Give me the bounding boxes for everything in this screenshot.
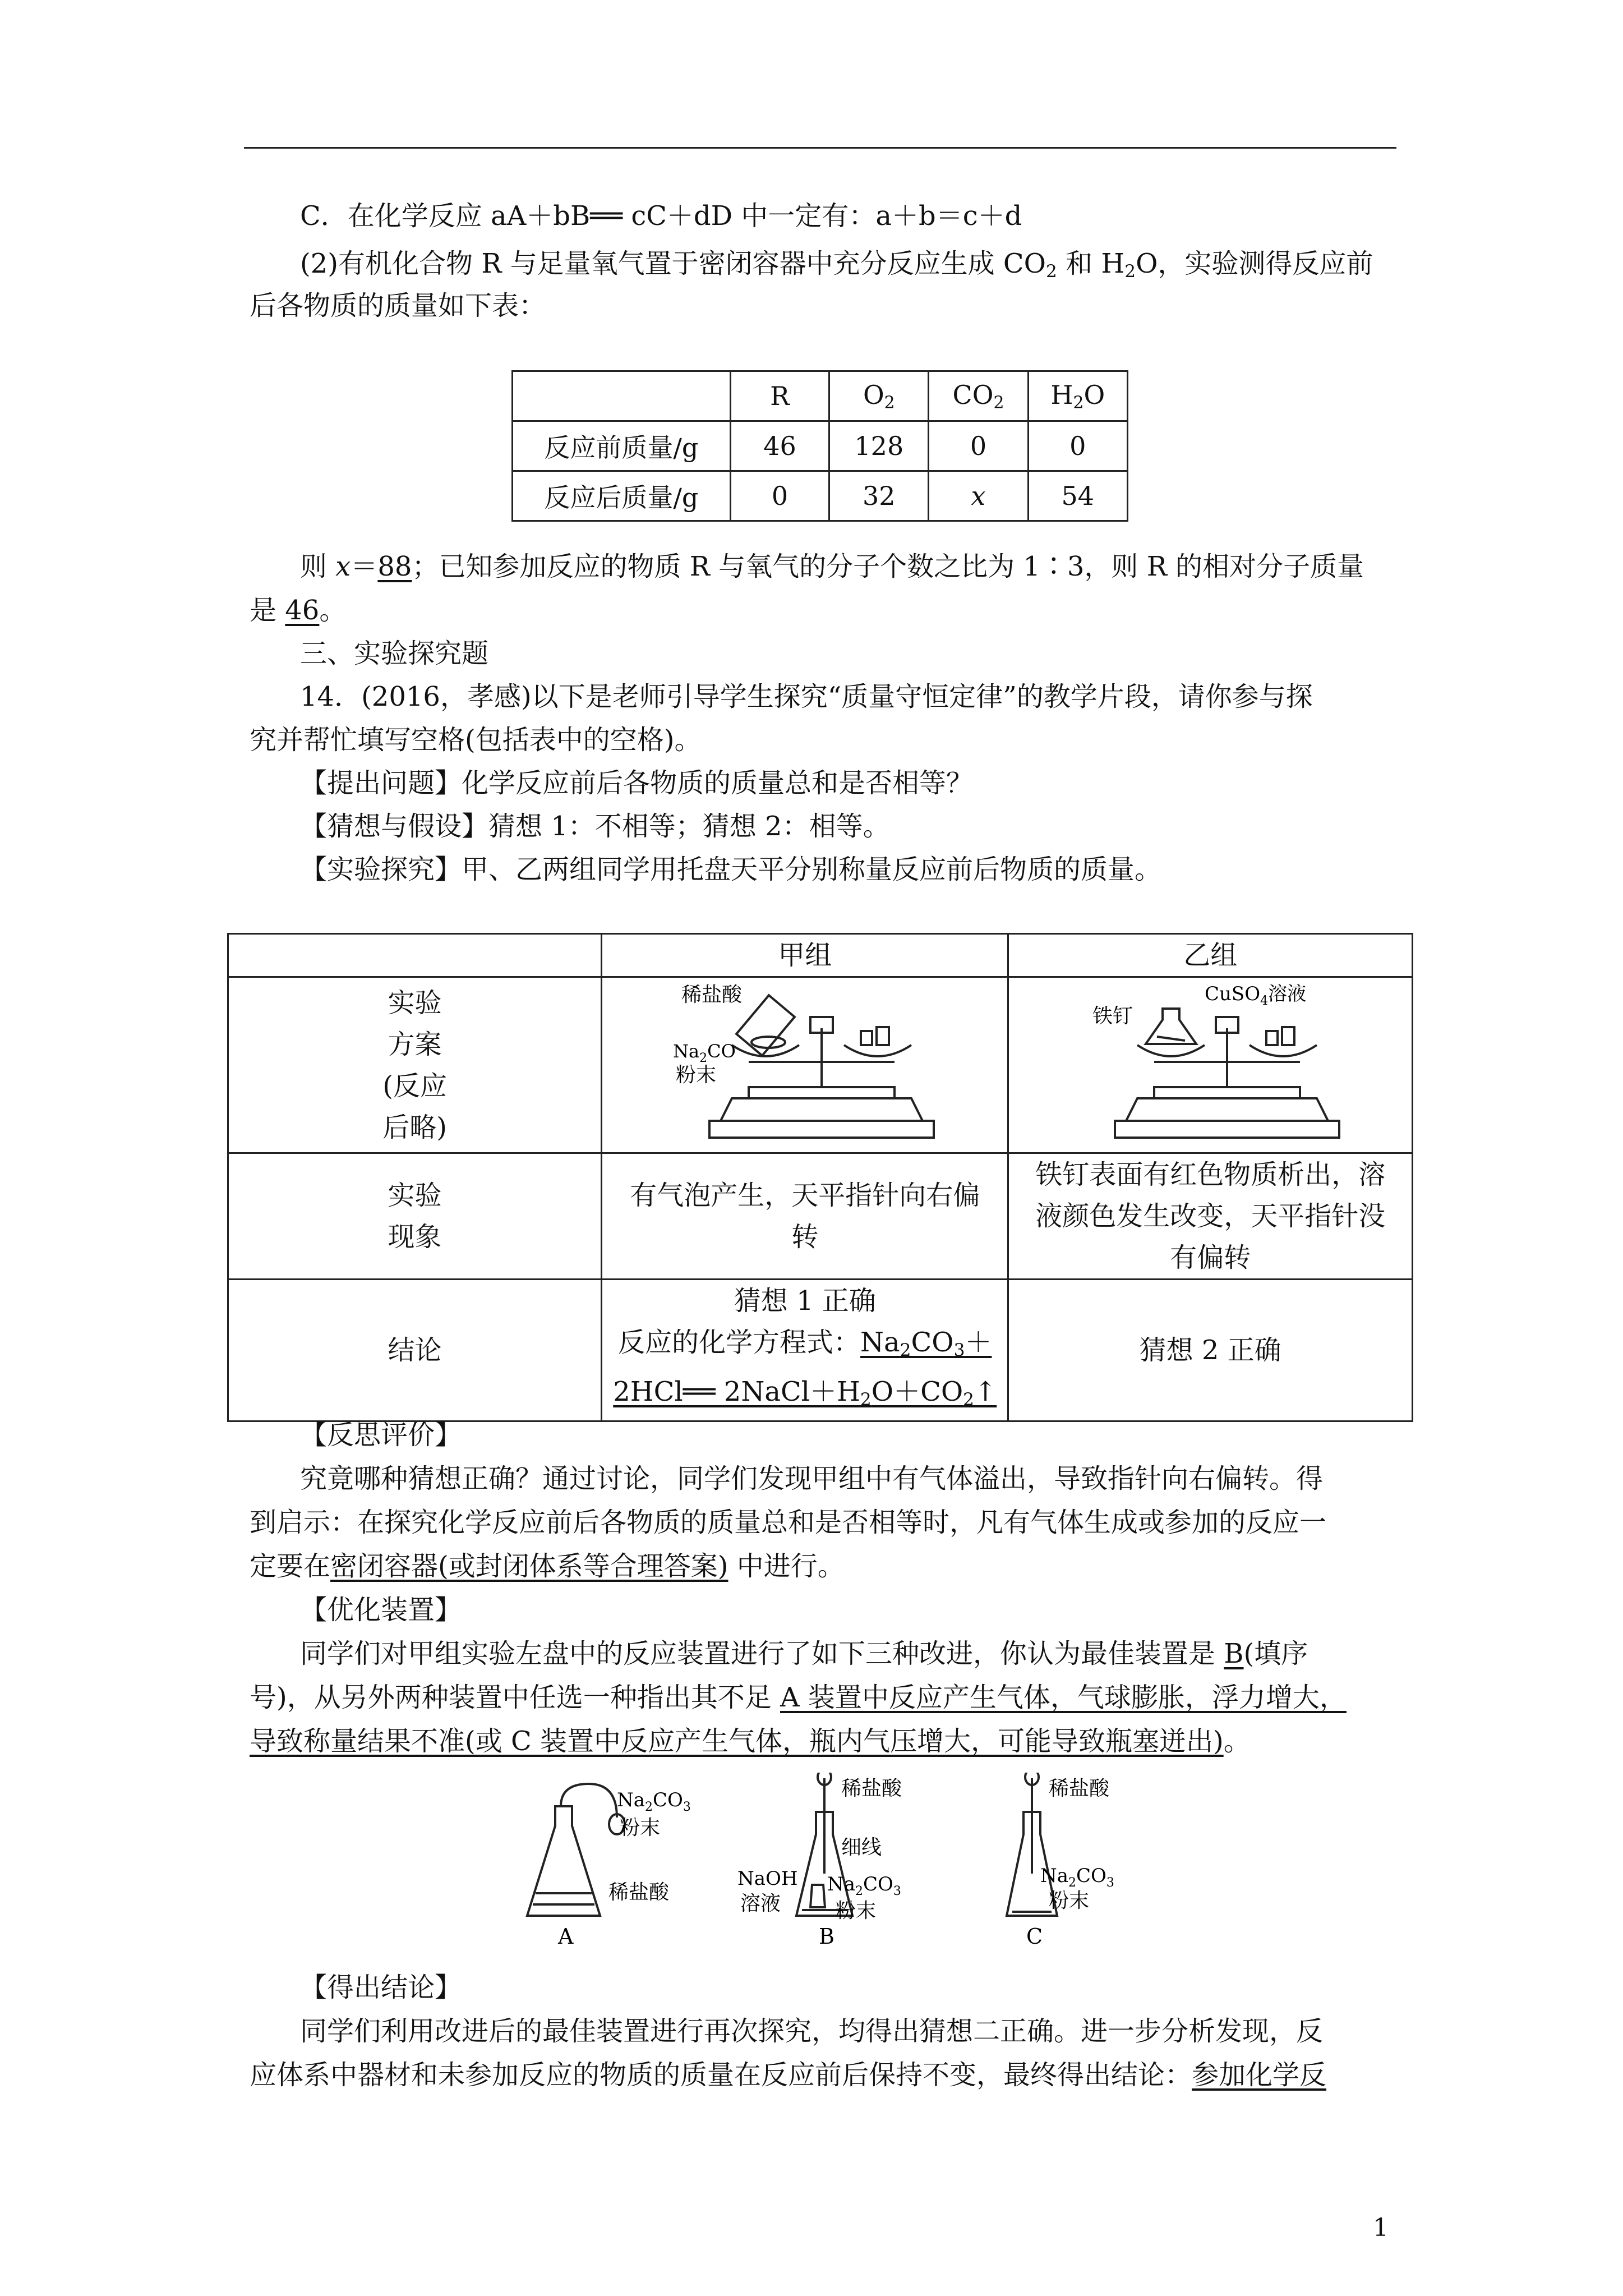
a-label-powder: 粉末 bbox=[620, 1816, 661, 1839]
question-2-line-1: (2)有机化合物 R 与足量氧气置于密闭容器中充分反应生成 $CO_2$ 和 $H_2O$，实验测得反应前 bbox=[300, 248, 1373, 282]
table-cell: 46 bbox=[730, 421, 829, 471]
label-dilute-hcl: 稀盐酸 bbox=[681, 983, 743, 1006]
col-co2: $CO_2$ bbox=[929, 371, 1028, 421]
table-cell: 32 bbox=[829, 471, 929, 521]
conclusion-heading: 【得出结论】 bbox=[300, 1972, 462, 2003]
apparatus-figure bbox=[505, 1773, 1211, 1952]
hypothesis: 【猜想与假设】猜想 1：不相等；猜想 2：相等。 bbox=[300, 811, 890, 842]
page-number: 1 bbox=[1373, 2214, 1389, 2242]
label-iron-nail: 铁钉 bbox=[1092, 1005, 1133, 1028]
c-label-acid: 稀盐酸 bbox=[1049, 1777, 1110, 1800]
col-r: R bbox=[730, 371, 829, 421]
col-h2o: $H_2O$ bbox=[1028, 371, 1127, 421]
b-label-acid: 稀盐酸 bbox=[841, 1777, 902, 1800]
conclusion-line-2: 应体系中器材和未参加反应的物质的质量在反应前后保持不变，最终得出结论：参加化学反 bbox=[250, 2059, 1327, 2091]
a-label-acid: 稀盐酸 bbox=[608, 1881, 670, 1904]
b-label-powder: 粉末 bbox=[836, 1899, 877, 1922]
table-row bbox=[228, 1153, 1413, 1280]
optimize-line-2: 号)，从另外两种装置中任选一种指出其不足 A 装置中反应产生气体，气球膨胀，浮力增大， bbox=[250, 1682, 1347, 1713]
mass-table bbox=[511, 370, 1128, 522]
col-yi: 乙组 bbox=[1008, 934, 1413, 977]
table-cell: 0 bbox=[1028, 421, 1127, 471]
table-cell: 0 bbox=[929, 421, 1028, 471]
row-label: 实验 方案 (反应 后略) bbox=[228, 977, 602, 1153]
b-label-solution: 溶液 bbox=[740, 1892, 781, 1915]
jia-conclusion: 猜想 1 正确 反应的化学方程式：$Na_2CO_3+$ 2HCl══ $2NaCl+H_2O+CO_2↑$ bbox=[602, 1280, 1008, 1421]
c-label-powder: 粉末 bbox=[1049, 1889, 1090, 1912]
optimize-line-3: 导致称量结果不准(或 C 装置中反应产生气体，瓶内气压增大，可能导致瓶塞迸出)。 bbox=[250, 1726, 1251, 1757]
col-jia: 甲组 bbox=[602, 934, 1008, 977]
optimize-line-1: 同学们对甲组实验左盘中的反应装置进行了如下三种改进，你认为最佳装置是 B(填序 bbox=[300, 1638, 1308, 1669]
row-label: 反应后质量/g bbox=[513, 471, 731, 521]
question-14-line-2: 究并帮忙填写空格(包括表中的空格)。 bbox=[250, 724, 702, 756]
ask-question: 【提出问题】化学反应前后各物质的质量总和是否相等？ bbox=[300, 767, 974, 799]
col-o2: $O_2$ bbox=[829, 371, 929, 421]
a-label-na2co3: $Na_2CO_3$ bbox=[617, 1789, 691, 1814]
jia-apparatus-cell bbox=[602, 977, 1008, 1153]
reflection-line-1: 究竟哪种猜想正确？通过讨论，同学们发现甲组中有气体溢出，导致指针向右偏转。得 bbox=[300, 1463, 1324, 1494]
b-label-thread: 细线 bbox=[841, 1836, 882, 1859]
apparatus-c-caption: C bbox=[1026, 1924, 1043, 1949]
reflection-heading: 【反思评价】 bbox=[300, 1419, 462, 1451]
apparatus-b-caption: B bbox=[819, 1924, 834, 1949]
apparatus-a-caption: A bbox=[558, 1924, 574, 1949]
section-title: 三、实验探究题 bbox=[300, 638, 489, 669]
answer-line-1: 则 x＝88；已知参加反应的物质 R 与氧气的分子个数之比为 1∶3，则 R 的相对分子质量 bbox=[300, 551, 1364, 582]
jia-phenomenon: 有气泡产生，天平指针向右偏 转 bbox=[602, 1153, 1008, 1280]
row-label: 反应前质量/g bbox=[513, 421, 731, 471]
table-row bbox=[228, 1280, 1413, 1421]
table-cell: 54 bbox=[1028, 471, 1127, 521]
table-cell: x bbox=[929, 471, 1028, 521]
label-powder: 粉末 bbox=[676, 1064, 717, 1087]
experiment-intro: 【实验探究】甲、乙两组同学用托盘天平分别称量反应前后物质的质量。 bbox=[300, 854, 1162, 885]
b-label-na2co3: $Na_2CO_3$ bbox=[827, 1873, 901, 1898]
flask-a-icon bbox=[527, 1806, 600, 1916]
option-c: C．在化学反应 aA＋bB══ cC＋dD 中一定有：a＋b＝c＋d bbox=[300, 200, 1022, 232]
row-label: 实验 现象 bbox=[228, 1153, 602, 1280]
yi-phenomenon: 铁钉表面有红色物质析出，溶 液颜色发生改变，天平指针没 有偏转 bbox=[1008, 1153, 1413, 1280]
yi-apparatus-cell bbox=[1008, 977, 1413, 1153]
table-row bbox=[513, 421, 1128, 471]
yi-conclusion: 猜想 2 正确 bbox=[1008, 1280, 1413, 1421]
table-row bbox=[228, 977, 1413, 1153]
question-2-line-2: 后各物质的质量如下表： bbox=[250, 290, 546, 321]
optimize-heading: 【优化装置】 bbox=[300, 1594, 462, 1626]
b-label-naoh: NaOH bbox=[737, 1867, 798, 1890]
label-na2co3: $Na_2CO$ bbox=[673, 1041, 736, 1065]
conclusion-line-1: 同学们利用改进后的最佳装置进行再次探究，均得出猜想二正确。进一步分析发现，反 bbox=[300, 2016, 1324, 2047]
label-cuso4: CuSO$_4$溶液 bbox=[1205, 983, 1307, 1008]
table-cell: 128 bbox=[829, 421, 929, 471]
yi-balance-image bbox=[1025, 978, 1395, 1140]
experiment-table-header bbox=[228, 934, 1413, 977]
header-rule bbox=[244, 147, 1396, 149]
c-label-na2co3: $Na_2CO_3$ bbox=[1040, 1865, 1114, 1890]
answer-line-2: 是 46。 bbox=[250, 595, 347, 626]
mass-table-header bbox=[513, 371, 1128, 421]
reflection-line-3: 定要在密闭容器(或封闭体系等合理答案) 中进行。 bbox=[250, 1550, 845, 1582]
row-label: 结论 bbox=[228, 1280, 602, 1421]
experiment-table bbox=[227, 933, 1413, 1422]
table-cell: 0 bbox=[730, 471, 829, 521]
question-14-line-1: 14．(2016，孝感)以下是老师引导学生探究“质量守恒定律”的教学片段，请你参与探 bbox=[300, 681, 1313, 712]
reflection-line-2: 到启示：在探究化学反应前后各物质的质量总和是否相等时，凡有气体生成或参加的反应一 bbox=[250, 1507, 1327, 1538]
table-row bbox=[513, 471, 1128, 521]
jia-balance-image bbox=[620, 978, 990, 1140]
